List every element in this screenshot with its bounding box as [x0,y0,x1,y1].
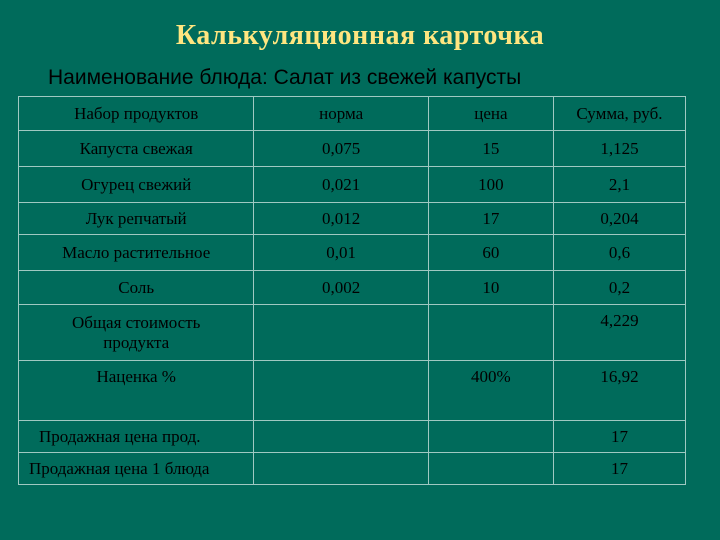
cell-price: 100 [428,167,553,203]
dish-name: Наименование блюда: Салат из свежей капусты [48,66,522,89]
cell-norm: 0,012 [254,203,428,235]
table-row [19,167,686,203]
header-norm: норма [254,97,428,131]
cell-empty [254,361,428,421]
page-title: Калькуляционная карточка [175,20,545,51]
table-row [19,235,686,271]
table-row [19,203,686,235]
cell-empty [428,305,553,361]
calculation-table [18,96,686,485]
cell-norm: 0,021 [254,167,428,203]
cell-sum: 0,2 [553,271,685,305]
total-row [19,305,686,361]
cell-price: 10 [428,271,553,305]
sale-price-prod-label: Продажная цена прод. [19,421,254,453]
cell-empty [254,453,428,485]
table-row [19,131,686,167]
cell-sum: 0,6 [553,235,685,271]
header-sum: Сумма, руб. [553,97,685,131]
cell-price: 17 [428,203,553,235]
cell-sum: 2,1 [553,167,685,203]
total-label-line1: Общая стоимость [72,312,201,332]
sale-price-prod-row [19,421,686,453]
total-label [19,305,254,361]
sale-price-dish-sum: 17 [553,453,685,485]
table-row [19,271,686,305]
cell-product: Лук репчатый [19,203,254,235]
sale-price-dish-row [19,453,686,485]
cell-price: 15 [428,131,553,167]
cell-empty [254,305,428,361]
cell-product: Огурец свежий [19,167,254,203]
header-price: цена [428,97,553,131]
total-label-line2: продукта [103,332,170,352]
cell-product: Соль [19,271,254,305]
markup-row [19,361,686,421]
cell-sum: 1,125 [553,131,685,167]
cell-empty [428,421,553,453]
cell-empty [254,421,428,453]
cell-norm: 0,002 [254,271,428,305]
cell-sum: 0,204 [553,203,685,235]
total-sum: 4,229 [553,305,685,361]
table-header-row [19,97,686,131]
sale-price-prod-sum: 17 [553,421,685,453]
cell-price: 60 [428,235,553,271]
cell-norm: 0,01 [254,235,428,271]
markup-sum: 16,92 [553,361,685,421]
cell-norm: 0,075 [254,131,428,167]
cell-empty [428,453,553,485]
markup-label: Наценка % [19,361,254,421]
header-product: Набор продуктов [19,97,254,131]
sale-price-dish-label: Продажная цена 1 блюда [19,453,254,485]
cell-product: Капуста свежая [19,131,254,167]
markup-percent: 400% [428,361,553,421]
cell-product: Масло растительное [19,235,254,271]
